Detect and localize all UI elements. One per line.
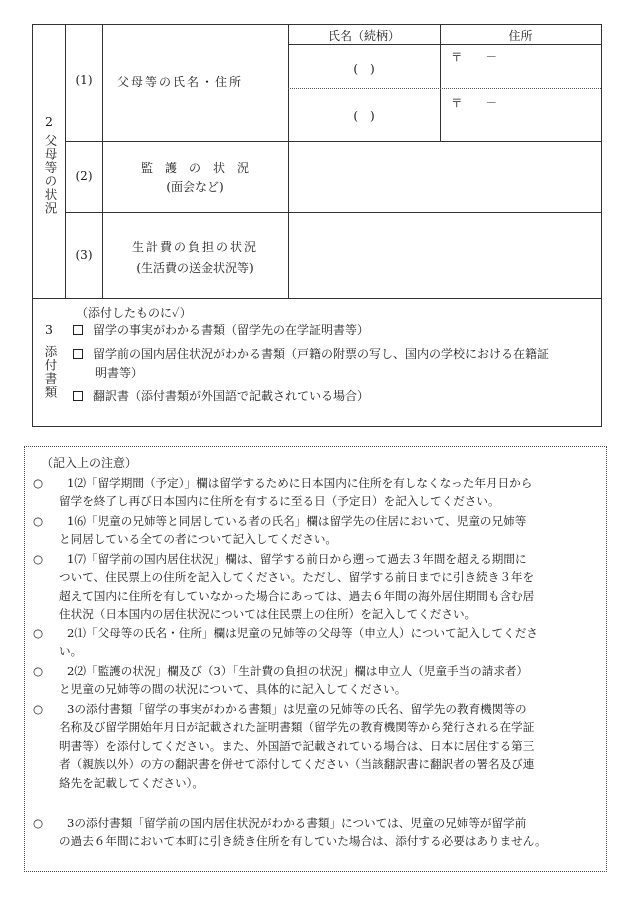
row2-number: (2)	[75, 169, 93, 183]
attachment-item-2-continued: 明書等）	[95, 366, 144, 380]
address-field-1[interactable]: 〒 －	[451, 50, 497, 64]
note-item: ○ 1⑵「留学期間（予定）」欄は留学するために日本国内に住所を有しなくなった年月日から 留学を終了し再び日本国内に住所を有するに至る日（予定日）を記入してください。	[33, 476, 533, 509]
note-item: ○ 2⑵「監護の状況」欄及び（3）「生計費の負担の状況」欄は申立人（児童手当の請求者） と児童の兄姉等の間の状況について、具体的に記入してください。	[33, 664, 529, 697]
relationship-field-1[interactable]: ( )	[353, 62, 375, 76]
note-bullet: ○	[33, 552, 44, 566]
row1-label: 父母等の氏名・住所	[117, 75, 244, 89]
note-bullet: ○	[33, 664, 44, 678]
living-cost-field[interactable]	[289, 213, 601, 298]
attachment-item-1[interactable]: 留学の事実がわかる書類（留学先の在学証明書等）	[73, 320, 369, 340]
address-field-2[interactable]: 〒 －	[451, 96, 497, 110]
notes-box	[24, 446, 607, 872]
note-item: ○ 2⑴「父母等の氏名・住所」欄は児童の兄姉等の父母等（申立人）について記入してくださ い。	[33, 626, 538, 659]
note-item: ○ 3の添付書類「留学前の国内居住状況がわかる書類」については、児童の兄姉等が留学前 の過去６年間において本町に引き続き住所を有していた場合は、添付する必要はありません。	[33, 816, 547, 849]
note-bullet: ○	[33, 514, 44, 528]
note-bullet: ○	[33, 702, 44, 716]
row3-sublabel: (生活費の送金状況等)	[136, 261, 254, 275]
section3-number: 3	[45, 322, 53, 337]
row1-number: (1)	[75, 73, 93, 87]
attachment-item-3[interactable]: 翻訳書（添付書類が外国語で記載されている場合）	[73, 386, 369, 406]
section2-title: 父母等の状況	[43, 134, 58, 215]
note-bullet: ○	[33, 476, 44, 490]
checkbox-1[interactable]	[73, 325, 83, 335]
note-bullet: ○	[33, 626, 44, 640]
attachments-intro: （添付したものに✓）	[76, 306, 192, 320]
note-bullet: ○	[33, 816, 44, 830]
notes-title: （記入上の注意）	[41, 456, 138, 470]
relationship-field-2[interactable]: ( )	[353, 109, 375, 123]
note-item: ○ 3の添付書類「留学の事実がわかる書類」は児童の兄姉等の氏名、留学先の教育機関等の 名称及び留学開始年月日が記載された証明書類（留学先の教育機関等から発行される在学証 明書等）を添付してください。また、外国語で記載されている場合は、日本に居住する第三 者（親族以外）の方の翻訳書を併せて添付してください（当該翻訳書に翻訳者の署名及び連 絡先を記載してください）。	[33, 702, 535, 790]
row2-sublabel: (面会など)	[166, 180, 224, 194]
checkbox-3[interactable]	[73, 391, 83, 401]
section3-title: 添付書類	[43, 345, 58, 399]
row2-label: 監 護 の 状 況	[140, 161, 249, 175]
section2-number: 2	[45, 114, 53, 129]
note-item: ○ 1⑹「児童の兄姉等と同居している者の氏名」欄は留学先の住居において、児童の兄姉等 と同居している全ての者について記入してください。	[33, 514, 527, 547]
custody-status-field[interactable]	[289, 142, 601, 212]
header-name-column: 氏名（続柄）	[327, 29, 400, 43]
header-address-column: 住所	[508, 29, 533, 43]
checkbox-2[interactable]	[73, 349, 83, 359]
note-item: ○ 1⑺「留学前の国内居住状況」欄は、留学する前日から遡って過去３年間を超える期間に ついて、住民票上の住所を記入してください。ただし、留学する前日までに引き続き３年を 超えて国内に住所を有していなかった場合にあっては、過去６年間の海外居住期間も含む居 住状況（日本国内の居住状況については住民票上の住所）を記入してください。	[33, 552, 535, 622]
attachment-item-2[interactable]: 留学前の国内居住状況がわかる書類（戸籍の附票の写し、国内の学校における在籍証	[73, 344, 549, 364]
row3-label: 生計費の負担の状況	[131, 240, 258, 254]
row3-number: (3)	[75, 248, 93, 262]
